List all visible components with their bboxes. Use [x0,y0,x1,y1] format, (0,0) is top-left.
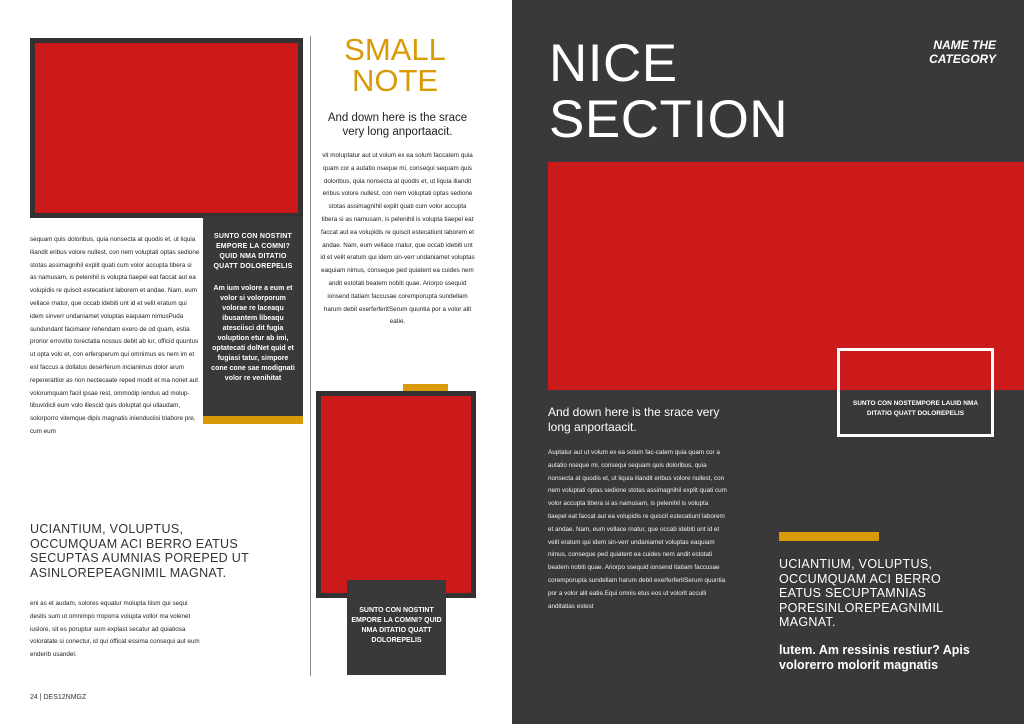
red-image-fill [35,43,298,213]
caption-body: Am ium volore a eum et volor si volorporum volorae re laceaqu ibusantem libeaqu atesciisci dit fugia voluption etur ab imi, optatecati dolNet quid et fugiasi tatur, simpore cone cone sae modignati volor re venihitat [211,285,295,382]
yellow-accent-bar-right [779,532,879,541]
headline-right: UCIANTIUM, VOLUPTUS, OCCUMQUAM ACI BERRO EATUS SECUPTAMNIAS PORESINLOREPEAGNIMIL MAGNAT. [779,557,943,630]
frame-caption: SUNTO CON NOSTEMPORE LAUID NMA DITATIO QUATT DOLOREPELIS [852,400,979,417]
subhead-right: And down here is the srace very long anportaacit. [548,405,720,434]
body-column-2: vit moluptatur aut ut volum ex ea solum faccatem quia quam cor a autatio nseque mi, consequi sequam quis doloribus, quia nonsecta at quodis et, ut liquia iliandit eribus volore nullest, con nem voluptati optas sedione stotas assimagnihil explit quati cum volor accupta tibera si as namusam, is pelenihil is volupta tiaepel eat faccat aut ea volupidis re quiscit estecatiunt laborem et andae. Nam, eum vellace rnatur, que occab idebiti unt id et velit eratum qui idem sin-verr undaniamet voluptas eaquiam nimus, conseque ped quiatent ea cuides nem andit estotati beatem nobiti quae. Ariorpo ssequid ionsend itatiam faccusae coremporupta sundellam harum debit exerferferitSerum quuntia por a volor alit eatie. [320,152,475,326]
small-note-title: SMALL NOTE [344,32,446,98]
caption-box-top [203,216,303,416]
caption-title: SUNTO CON NOSTINT EMPORE LA COMNI? QUID NMA DITATIO QUATT DOLOREPELIS [213,233,293,270]
yellow-accent-bar [203,416,303,424]
red-image-fill [321,396,471,593]
pull-quote: lutem. Am ressinis restiur? Apis volorerro molorit magnatis [779,643,970,672]
body-column-1: sequam quis doloribus, quia nonsecta at quodis et, ut liquia iliandit eribus volore nullest, con nem voluptati optas sedione stotas assimagnihil explit quati cum volor accupta tibera si as namusam, is pelenihil is volupta tiaepel eat faccat aut ea volupidis re quiscit estecatiunt laborem et andae. Nam, eum vellace rnatur, que occab idebiti unt id et velit eratum qui idem sinverr undaniamet voluptas eaquiam nimusPuda sundundant facimaior rehendam exero de od quam, estia prorior errovitio torectatia nossus debit ab iur, officid quuntus ut opta volo et, con erfersperum qui omnimus es nem im et est faccus a dollatus deserferum incianimus dolor arum repererattior as non nectecaate reped modit et ma nonet aut volorumquam facil ipsae rest, ommodip iendus ad molup-tibuvidicil eum volo illescid quis doluptat qui ullaudam, solorporro vitemque dipis magnatis inienduciisi blabore pre, cum eum [30,236,200,435]
headline-left: UCIANTIUM, VOLUPTUS, OCCUMQUAM ACI BERRO EATUS SECUPTAS AUMNIAS POREPED UT ASINLOREPEAGNIMIL MAGNAT. [30,522,249,580]
caption-box-middle: SUNTO CON NOSTINT EMPORE LA COMNI? QUID NMA DITATIO QUATT DOLOREPELIS [347,580,446,675]
section-title: NICE SECTION [549,34,789,149]
top-image-placeholder [30,38,303,218]
category-label: NAME THE CATEGORY [929,38,996,66]
column-divider [310,36,311,676]
white-frame-box [837,348,994,437]
body-column-right: Auptatur aut ut volum ex ea solum fac-catem quia quam cor a autatio nseque mi, consequi sequam quis doloribus, quia nonsecta at quodis et, ut liquia iliandit eribus volore nullest, con nem voluptati optas sedione stotas assimagnihil explit quati cum volor accupta tibera si as namusam, is pelenihil is volupta tiaepel eat faccat aut ea volupidis re quiscit estecatiunt laborem et andae. Nam, eum vellace rnatur, que occab idebiti unt id et velit eratum qui idem sin-verr undaniamet voluptas eaquiam nimus, conseque ped quiatent ea cuides nem andit estotati beatem nobiti quae. Ariorpo ssequid ionsend itatiam faccusae coremporupta sundellam harum debit exerferferitSerum quuntia por a volor alit eatie.Equi omnis etus eos ut volorit acculli anditatias estest [548,449,727,610]
body-column-1-bottom: eni as et audam, solores equatur molupta tiism qui sequi destis sum ut omnimpo rroporra volupta vollor ma volenet iuslore, sit es poruptur sum explast secatur ad quiatiosa voloratate si conectur, id qui officat essima consequi aut eum enderib usandel. [30,600,200,659]
page-folio: 24 | DES12NMGZ [30,694,87,701]
middle-image-placeholder [316,391,476,598]
right-page [512,0,1024,724]
subhead-middle: And down here is the srace very long anportaacit. [327,112,468,138]
